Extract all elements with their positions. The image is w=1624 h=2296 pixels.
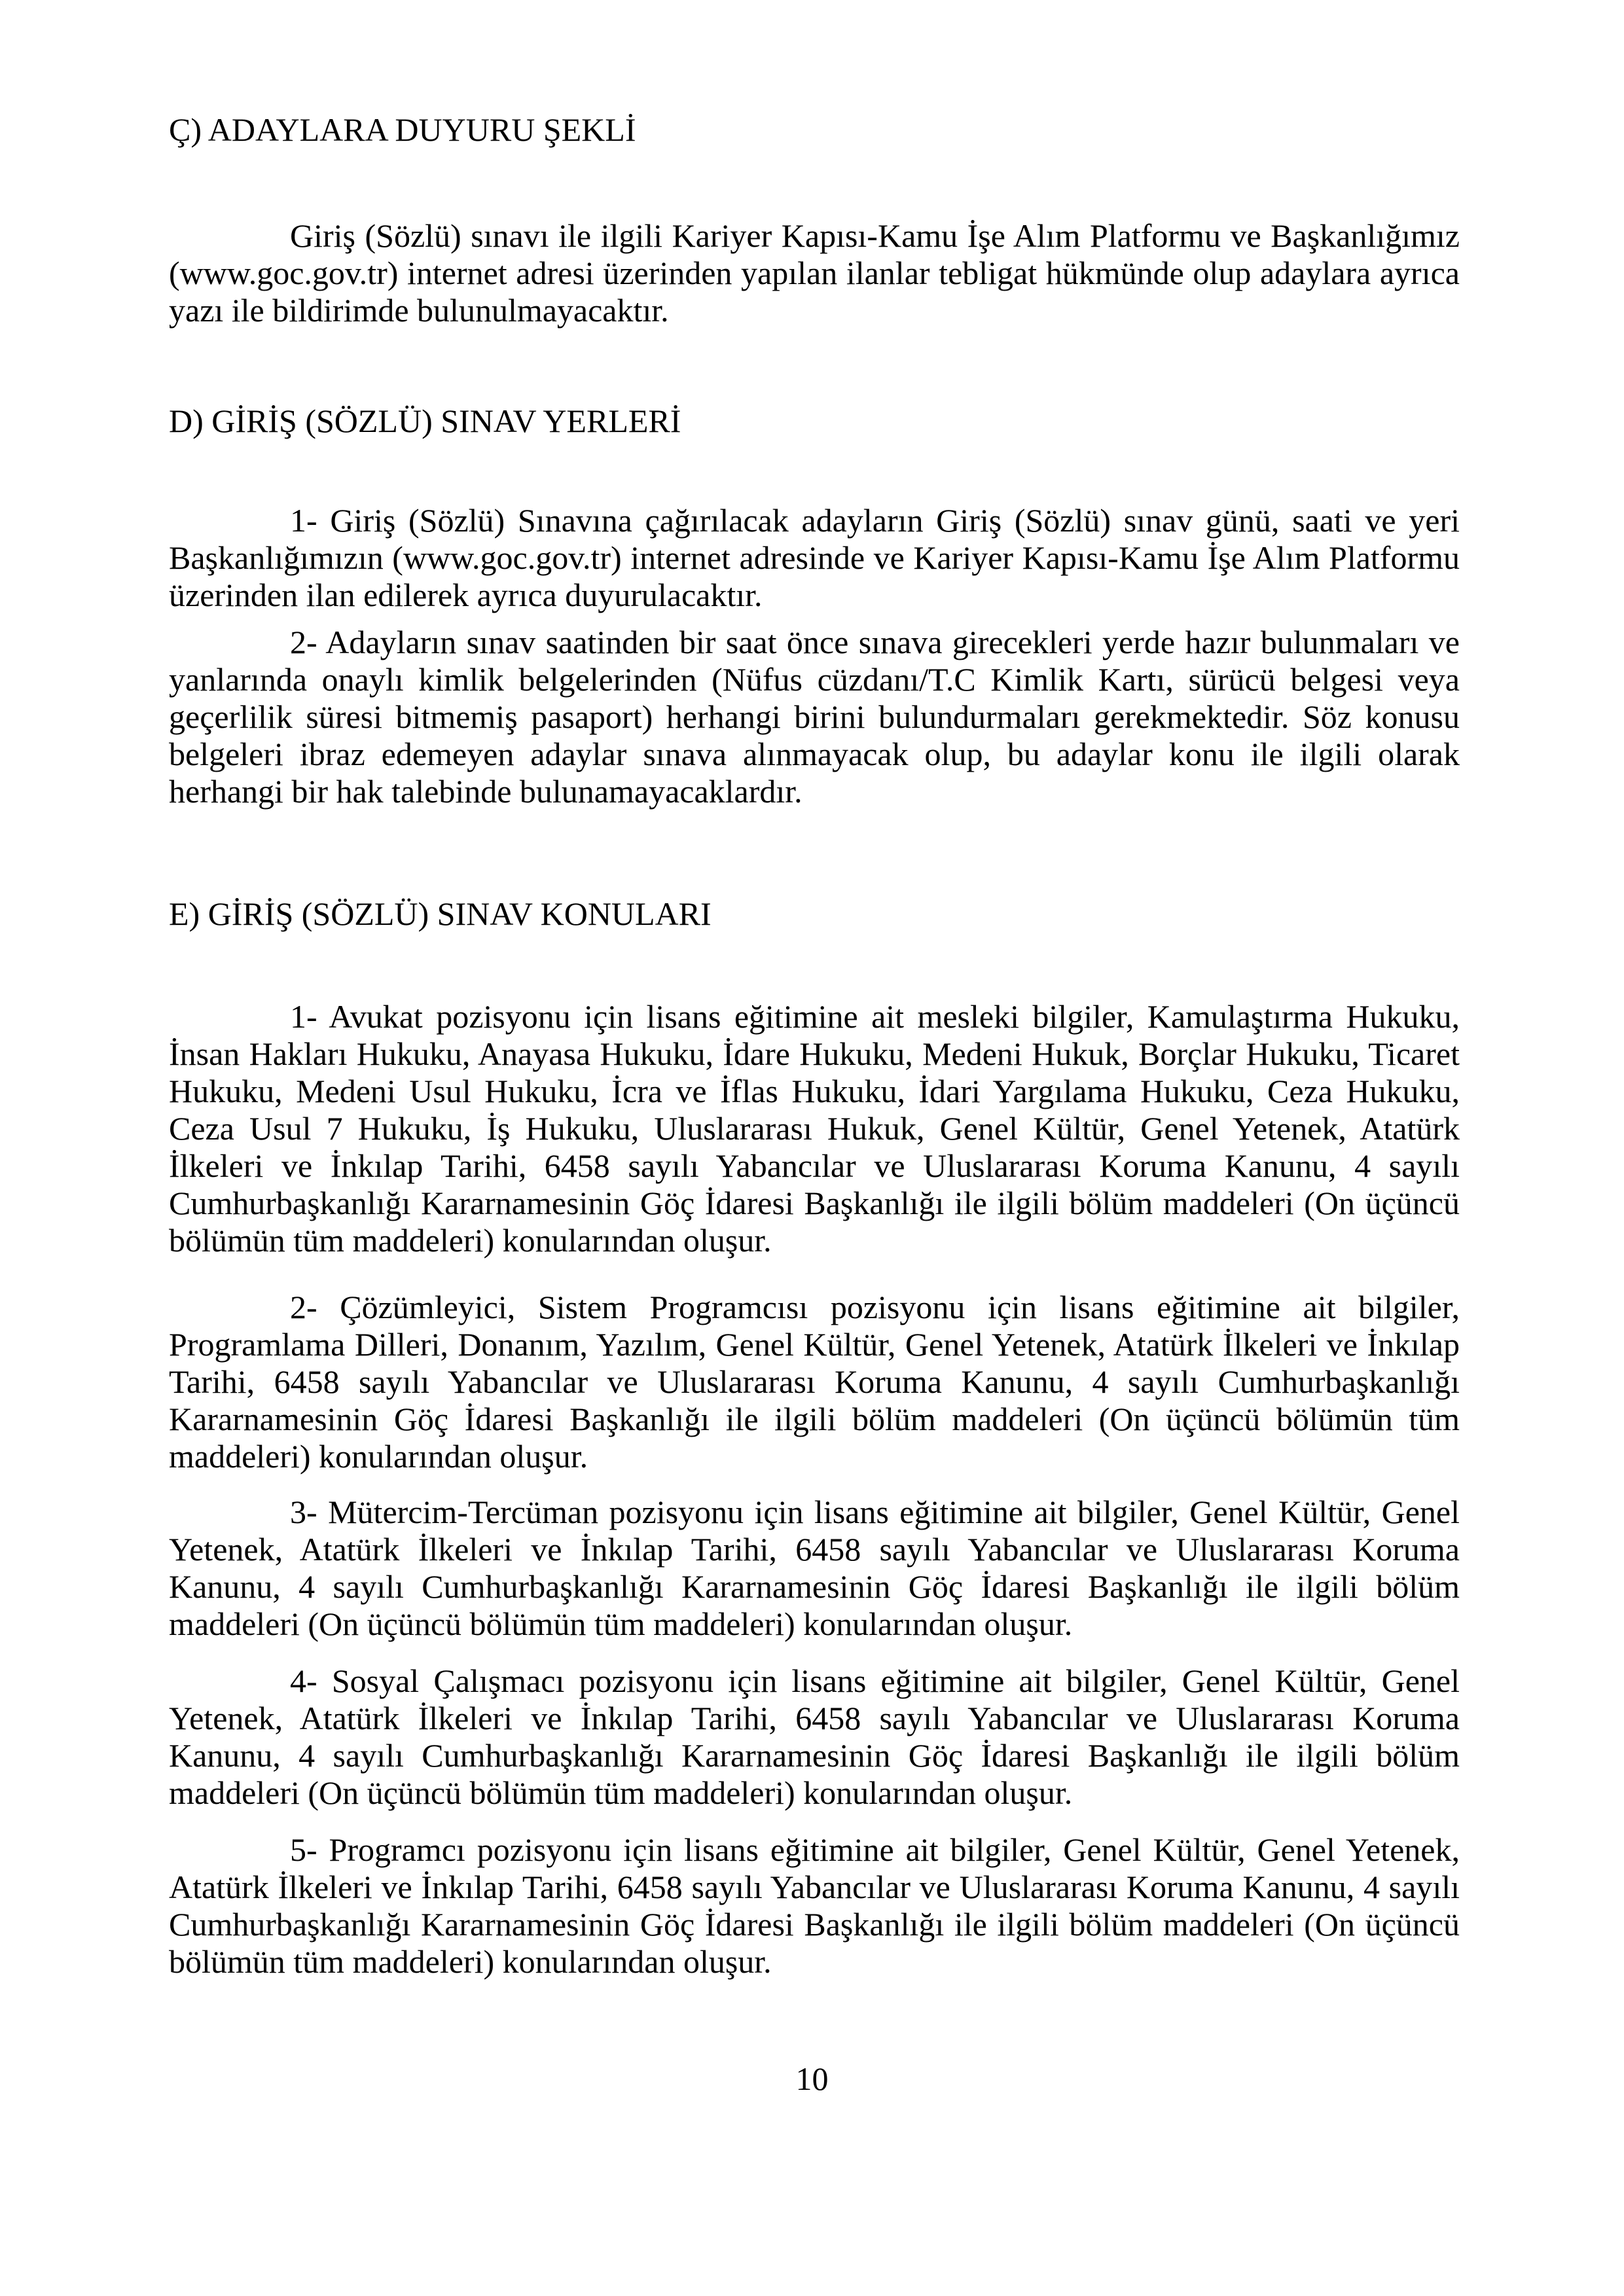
paragraph-e-2-cozumleyici-sistem-programcisi: 2- Çözümleyici, Sistem Programcısı pozisyonu için lisans eğitimine ait bilgiler, Programlama Dilleri, Donanım, Yazılım, Genel Kültür, Genel Yetenek, Atatürk İlkeleri ve İnkılap Tarihi, 6458 sayılı Yabancılar ve Uluslararası Koruma Kanunu, 4 sayılı Cumhurbaşkanlığı Kararnamesinin Göç İdaresi Başkanlığı ile ilgili bölüm maddeleri (On üçüncü bölümün tüm maddeleri) konularından oluşur.: [169, 1289, 1460, 1475]
paragraph-e-4-sosyal-calismaci: 4- Sosyal Çalışmacı pozisyonu için lisans eğitimine ait bilgiler, Genel Kültür, Genel Yetenek, Atatürk İlkeleri ve İnkılap Tarihi, 6458 sayılı Yabancılar ve Uluslararası Koruma Kanunu, 4 sayılı Cumhurbaşkanlığı Kararnamesinin Göç İdaresi Başkanlığı ile ilgili bölüm maddeleri (On üçüncü bölümün tüm maddeleri) konularından oluşur.: [169, 1662, 1460, 1811]
page-number: 10: [795, 2060, 829, 2097]
section-heading-c-adaylara-duyuru-sekli: Ç) ADAYLARA DUYURU ŞEKLİ: [169, 111, 636, 148]
paragraph-e-5-programci: 5- Programcı pozisyonu için lisans eğitimine ait bilgiler, Genel Kültür, Genel Yetenek, Atatürk İlkeleri ve İnkılap Tarihi, 6458 sayılı Yabancılar ve Uluslararası Koruma Kanunu, 4 sayılı Cumhurbaşkanlığı Kararnamesinin Göç İdaresi Başkanlığı ile ilgili bölüm maddeleri (On üçüncü bölümün tüm maddeleri) konularından oluşur.: [169, 1831, 1460, 1980]
paragraph-e-3-mutercim-tercuman: 3- Mütercim-Tercüman pozisyonu için lisans eğitimine ait bilgiler, Genel Kültür, Genel Yetenek, Atatürk İlkeleri ve İnkılap Tarihi, 6458 sayılı Yabancılar ve Uluslararası Koruma Kanunu, 4 sayılı Cumhurbaşkanlığı Kararnamesinin Göç İdaresi Başkanlığı ile ilgili bölüm maddeleri (On üçüncü bölümün tüm maddeleri) konularından oluşur.: [169, 1494, 1460, 1642]
paragraph-d-1: 1- Giriş (Sözlü) Sınavına çağırılacak adayların Giriş (Sözlü) sınav günü, saati ve yeri Başkanlığımızın (www.goc.gov.tr) internet adresinde ve Kariyer Kapısı-Kamu İşe Alım Platformu üzerinden ilan edilerek ayrıca duyurulacaktır.: [169, 502, 1460, 613]
paragraph-c-1: Giriş (Sözlü) sınavı ile ilgili Kariyer Kapısı-Kamu İşe Alım Platformu ve Başkanlığımız (www.goc.gov.tr) internet adresi üzerinden yapılan ilanlar tebligat hükmünde olup adaylara ayrıca yazı ile bildirimde bulunulmayacaktır.: [169, 217, 1460, 329]
section-heading-d-giris-sozlu-sinav-yerleri: D) GİRİŞ (SÖZLÜ) SINAV YERLERİ: [169, 403, 681, 439]
paragraph-d-2: 2- Adayların sınav saatinden bir saat önce sınava girecekleri yerde hazır bulunmaları ve yanlarında onaylı kimlik belgelerinden (Nüfus cüzdanı/T.C Kimlik Kartı, sürücü belgesi veya geçerlilik süresi bitmemiş pasaport) herhangi birini bulundurmaları gerekmektedir. Söz konusu belgeleri ibraz edemeyen adaylar sınava alınmayacak olup, bu adaylar konu ile ilgili olarak herhangi bir hak talebinde bulunamayacaklardır.: [169, 624, 1460, 810]
section-heading-e-giris-sozlu-sinav-konulari: E) GİRİŞ (SÖZLÜ) SINAV KONULARI: [169, 895, 712, 932]
paragraph-e-1-avukat: 1- Avukat pozisyonu için lisans eğitimine ait mesleki bilgiler, Kamulaştırma Hukuku, İnsan Hakları Hukuku, Anayasa Hukuku, İdare Hukuku, Medeni Hukuk, Borçlar Hukuku, Ticaret Hukuku, Medeni Usul Hukuku, İcra ve İflas Hukuku, İdari Yargılama Hukuku, Ceza Hukuku, Ceza Usul 7 Hukuku, İş Hukuku, Uluslararası Hukuk, Genel Kültür, Genel Yetenek, Atatürk İlkeleri ve İnkılap Tarihi, 6458 sayılı Yabancılar ve Uluslararası Koruma Kanunu, 4 sayılı Cumhurbaşkanlığı Kararnamesinin Göç İdaresi Başkanlığı ile ilgili bölüm maddeleri (On üçüncü bölümün tüm maddeleri) konularından oluşur.: [169, 998, 1460, 1259]
